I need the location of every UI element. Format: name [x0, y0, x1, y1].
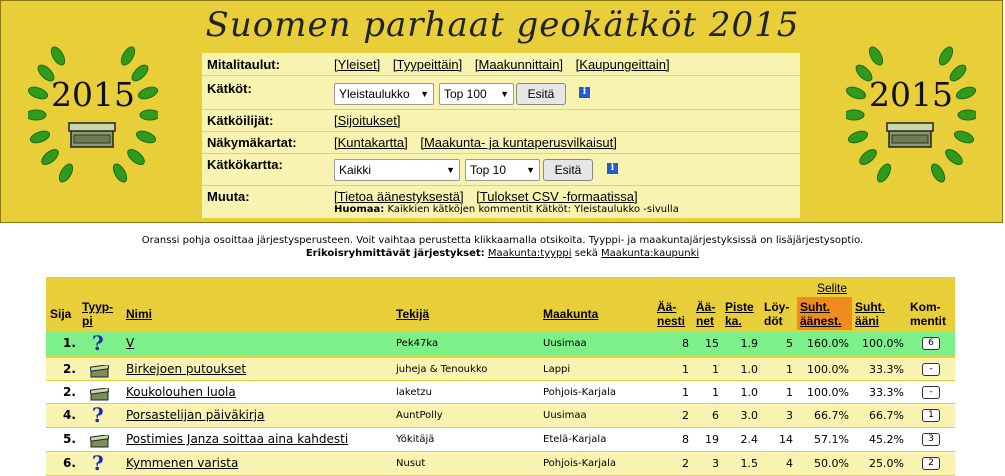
finds-cell: 4 — [786, 457, 793, 470]
col-pisteka-line1[interactable]: Piste — [725, 300, 754, 314]
finds-cell: 3 — [786, 409, 793, 422]
relative-votes-cell: 66.7% — [869, 409, 904, 422]
results-table — [46, 277, 955, 476]
site-title: Suomen parhaat geokätköt 2015 — [205, 5, 800, 45]
average-cell: 1.0 — [740, 386, 758, 399]
instructions-separator: sekä — [574, 248, 598, 259]
menu-note-text: Kaikkien kätköjen kommentit Kätköt: Yleistaulukko -sivulla — [387, 204, 679, 215]
owner-cell: laketzu — [396, 387, 433, 398]
region-cell: Pohjois-Karjala — [543, 387, 617, 398]
link-kuntakartta[interactable]: [Kuntakartta] — [334, 135, 408, 150]
question-mark-icon[interactable]: ? — [92, 451, 104, 475]
owner-cell: Pek47ka — [396, 338, 439, 349]
menu-label-katkokartta: Kätkökartta: — [207, 157, 283, 172]
menu-row-katkoilijat — [202, 109, 800, 131]
votes-cell: 15 — [705, 337, 719, 350]
col-suht-aani-line1[interactable]: Suht. — [855, 300, 885, 314]
chevron-down-icon: ▼ — [500, 89, 509, 99]
rank-cell: 4. — [63, 408, 76, 422]
relative-voters-cell: 66.7% — [814, 409, 849, 422]
rank-cell: 2. — [63, 385, 76, 399]
menu-row-katkot — [202, 75, 800, 109]
owner-cell: Yökitäjä — [396, 434, 435, 445]
year-badge: 2015 — [51, 75, 135, 114]
votes-cell: 3 — [712, 457, 719, 470]
col-kommentit-line2: mentit — [910, 314, 946, 328]
region-cell: Uusimaa — [543, 410, 587, 421]
comment-bubble-icon[interactable]: - — [922, 386, 940, 399]
col-maakunta[interactable]: Maakunta — [543, 307, 599, 321]
map-filter-select-value: Kaikki — [339, 163, 372, 177]
votes-cell: 1 — [712, 363, 719, 376]
votes-cell: 6 — [712, 409, 719, 422]
link-tulokset-csv[interactable]: [Tulokset CSV -formaatissa] — [476, 189, 638, 204]
cache-box-icon[interactable] — [90, 433, 109, 446]
col-loydot-line2: döt — [764, 314, 783, 328]
voters-cell: 2 — [682, 409, 689, 422]
menu-links-mitalitaulut — [334, 57, 679, 72]
menu-row-nakymakartat — [202, 131, 800, 153]
list-size-select-value: Top 100 — [444, 87, 487, 101]
table-row — [46, 332, 955, 356]
instructions-line2 — [0, 247, 1005, 260]
relative-votes-cell: 33.3% — [869, 386, 904, 399]
col-aanesti-line1[interactable]: Ää- — [657, 300, 677, 314]
comment-bubble-icon[interactable]: - — [922, 363, 940, 376]
finds-cell: 5 — [786, 337, 793, 350]
region-cell: Uusimaa — [543, 338, 587, 349]
rank-cell: 2. — [63, 362, 76, 376]
menu-links-nakymakartat — [334, 135, 626, 150]
legend-link[interactable]: Selite — [817, 281, 848, 295]
table-row — [46, 404, 955, 427]
rank-cell: 5. — [63, 432, 76, 446]
navigation-menu — [202, 53, 800, 218]
instructions-special-label: Erikoisryhmittävät järjestykset: — [305, 248, 485, 259]
show-caches-button[interactable]: Esitä — [516, 83, 566, 105]
region-cell: Etelä-Karjala — [543, 434, 607, 445]
finds-cell: 1 — [786, 386, 793, 399]
list-size-select[interactable] — [439, 83, 514, 105]
col-tekija[interactable]: Tekijä — [396, 307, 430, 321]
link-maakunta-kuntaperusvilkaisut[interactable]: [Maakunta- ja kuntaperusvilkaisut] — [420, 135, 617, 150]
link-maakunnittain[interactable]: [Maakunnittain] — [474, 57, 564, 72]
relative-voters-cell: 100.0% — [807, 386, 849, 399]
table-row — [46, 428, 955, 451]
col-pisteka-line2[interactable]: ka. — [725, 314, 742, 328]
col-nimi[interactable]: Nimi — [126, 307, 153, 321]
voters-cell: 1 — [682, 386, 689, 399]
rank-cell: 6. — [63, 456, 76, 470]
voters-cell: 2 — [682, 457, 689, 470]
table-row — [46, 452, 955, 475]
comment-bubble-icon[interactable]: 1 — [922, 409, 940, 422]
instructions-line1: Oranssi pohja osoittaa järjestysperusteen. Voit vaihtaa perustetta klikkaamalla otsikoita. Tyyppi- ja maakuntajärjestyksissä on lisäjärjestysoptio. — [141, 235, 864, 246]
col-suht-aani-line2[interactable]: ääni — [855, 314, 880, 328]
link-maakunta-kaupunki[interactable]: Maakunta:kaupunki — [601, 248, 700, 259]
votes-cell: 1 — [712, 386, 719, 399]
cache-name-link[interactable]: Postimies Janza soittaa aina kahdesti — [126, 432, 349, 446]
average-cell: 2.4 — [740, 433, 758, 446]
relative-voters-cell: 160.0% — [807, 337, 849, 350]
col-loydot-line1: Löy- — [764, 300, 790, 314]
cache-name-link[interactable]: Kymmenen varista — [126, 456, 239, 470]
owner-cell: juheja & Tenoukko — [396, 364, 488, 375]
finds-cell: 1 — [786, 363, 793, 376]
col-aanet-line1[interactable]: Ää- — [696, 300, 716, 314]
chevron-down-icon: ▼ — [526, 165, 535, 175]
votes-cell: 19 — [705, 433, 719, 446]
cache-name-link[interactable]: Koukolouhen luola — [126, 385, 236, 399]
link-maakunta-tyyppi[interactable]: Maakunta:tyyppi — [487, 248, 572, 259]
average-cell: 1.9 — [740, 337, 758, 350]
relative-voters-cell: 50.0% — [814, 457, 849, 470]
col-suht-aanest-line2[interactable]: äänest. — [800, 314, 842, 328]
rank-cell: 1. — [63, 336, 76, 350]
cache-box-icon[interactable] — [90, 386, 109, 399]
laurel-wreath-icon — [28, 41, 158, 191]
col-aanet-line2[interactable]: net — [696, 314, 714, 328]
page-header — [0, 0, 1003, 223]
comment-bubble-icon[interactable]: 2 — [922, 457, 940, 470]
relative-voters-cell: 100.0% — [807, 363, 849, 376]
menu-note-bold: Huomaa: — [334, 204, 385, 215]
menu-row-muuta — [202, 185, 800, 218]
table-row — [46, 381, 955, 403]
cache-name-link[interactable]: Birkejoen putoukset — [126, 362, 247, 376]
menu-label-mitalitaulut: Mitalitaulut: — [207, 57, 280, 72]
menu-note — [334, 204, 679, 215]
comment-bubble-icon[interactable]: 3 — [922, 433, 940, 446]
menu-label-muuta: Muuta: — [207, 189, 250, 204]
laurel-wreath-icon — [846, 41, 976, 191]
link-tietoa-aanestyksesta[interactable]: [Tietoa äänestyksestä] — [334, 189, 464, 204]
menu-label-katkoilijat: Kätköilijät: — [207, 113, 274, 128]
cache-name-link[interactable]: V — [126, 336, 135, 350]
region-cell: Pohjois-Karjala — [543, 458, 617, 469]
instructions — [0, 234, 1005, 260]
question-mark-icon[interactable]: ? — [92, 331, 104, 355]
map-filter-select[interactable] — [334, 159, 460, 181]
relative-voters-cell: 57.1% — [814, 433, 849, 446]
menu-row-katkokartta — [202, 153, 800, 185]
relative-votes-cell: 33.3% — [869, 363, 904, 376]
list-type-select-value: Yleistaulukko — [339, 87, 410, 101]
col-kommentit-line1: Kom- — [910, 300, 941, 314]
col-tyyppi-line1[interactable]: Tyyp- — [82, 300, 114, 314]
average-cell: 1.0 — [740, 363, 758, 376]
menu-row-mitalitaulut — [202, 53, 800, 75]
voters-cell: 1 — [682, 363, 689, 376]
comment-bubble-icon[interactable]: 6 — [922, 337, 940, 350]
menu-label-katkot: Kätköt: — [207, 81, 252, 96]
menu-label-nakymakartat: Näkymäkartat: — [207, 135, 297, 150]
link-yleiset[interactable]: [Yleiset] — [334, 57, 381, 72]
question-mark-icon[interactable]: ? — [92, 403, 104, 427]
table-row — [46, 358, 955, 380]
show-map-button[interactable]: Esitä — [543, 159, 593, 181]
average-cell: 1.5 — [740, 457, 758, 470]
relative-votes-cell: 100.0% — [862, 337, 904, 350]
chevron-down-icon: ▼ — [446, 165, 455, 175]
menu-links-muuta — [334, 189, 647, 204]
owner-cell: AuntPolly — [396, 410, 443, 421]
cache-name-link[interactable]: Porsastelijan päiväkirja — [126, 408, 265, 422]
voters-cell: 8 — [682, 337, 689, 350]
link-kaupungeittain[interactable]: [Kaupungeittain] — [575, 57, 670, 72]
year-badge: 2015 — [869, 75, 953, 114]
average-cell: 3.0 — [740, 409, 758, 422]
col-sija: Sija — [50, 307, 72, 321]
voters-cell: 8 — [682, 433, 689, 446]
finds-cell: 14 — [779, 433, 793, 446]
relative-votes-cell: 25.0% — [869, 457, 904, 470]
chevron-down-icon: ▼ — [420, 89, 429, 99]
menu-links-katkoilijat — [334, 113, 409, 128]
cache-box-icon[interactable] — [90, 363, 109, 376]
list-type-select[interactable] — [334, 83, 434, 105]
map-size-select-value: Top 10 — [470, 163, 507, 177]
col-aanesti-line2[interactable]: nesti — [657, 314, 686, 328]
info-icon[interactable]: i — [607, 163, 618, 174]
col-suht-aanest-line1[interactable]: Suht. — [800, 300, 830, 314]
link-tyypeittain[interactable]: [Tyypeittäin] — [392, 57, 463, 72]
info-icon[interactable]: i — [579, 87, 590, 98]
map-size-select[interactable] — [465, 159, 540, 181]
col-tyyppi-line2[interactable]: pi — [82, 314, 93, 328]
region-cell: Lappi — [543, 364, 571, 375]
owner-cell: Nusut — [396, 458, 426, 469]
link-sijoitukset[interactable]: [Sijoitukset] — [334, 113, 401, 128]
relative-votes-cell: 45.2% — [869, 433, 904, 446]
